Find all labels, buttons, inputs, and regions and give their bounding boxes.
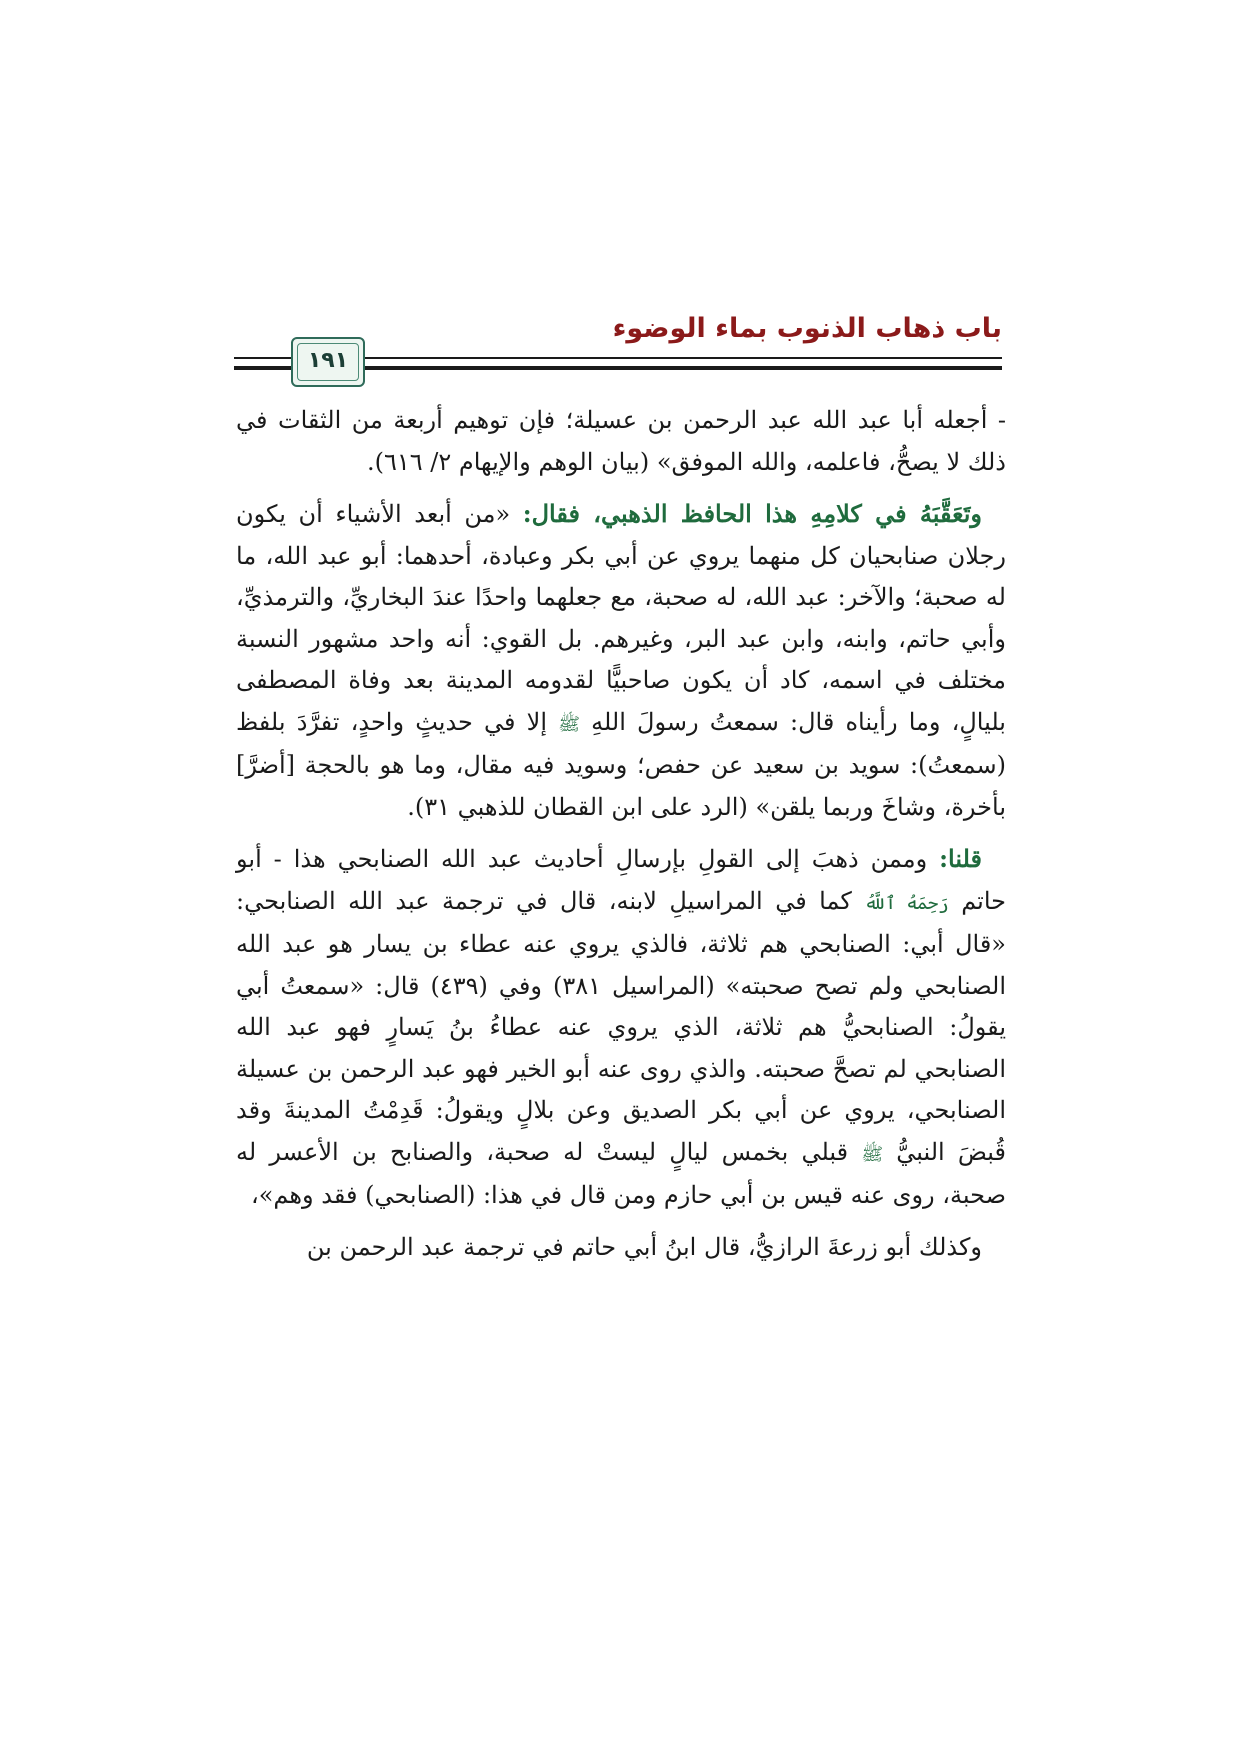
header-rule-thick — [364, 366, 1002, 370]
paragraph-2-text-a: «من أبعد الأشياء أن يكون رجلان صنابحيان كل منهما يروي عن أبي بكر وعبادة، أحدهما: أبو عبد الله، ما له صحبة؛ والآخر: عبد الله، له صحبة، مع جعلهما واحدًا عندَ البخاريِّ، والترمذيِّ، وأبي حاتم، وابنه، وابن عبد البر، وغيرهم. بل القوي: أنه واحد مشهور النسبة مختلف في اسمه، كاد أن يكون صاحبيًّا لقدومه المدينة بعد وفاة المصطفى بليالٍ، وما رأيناه قال: سمعتُ رسولَ اللهِ — [236, 500, 1007, 736]
paragraph-2-lead: وتَعَقَّبَهُ في كلامِهِ هذا الحافظ الذهبي، فقال: — [522, 499, 982, 528]
paragraph-3-lead: قلنا: — [939, 844, 982, 873]
paragraph-4-text: وكذلك أبو زرعةَ الرازيُّ، قال ابنُ أبي حاتم في ترجمة عبد الرحمن بن — [306, 1232, 982, 1261]
paragraph-3-text-c: قبلي بخمس ليالٍ ليستْ له صحبة، والصنابح بن الأعسر له صحبة، روى عنه قيس بن أبي حازم ومن قال في هذا: (الصنابحي) فقد وهم»، — [236, 1137, 1006, 1209]
paragraph-4 — [236, 1227, 1006, 1269]
paragraph-3 — [236, 838, 1006, 1217]
rahimahullah-mark: رَحِمَهُ ٱللَّهُ — [864, 892, 949, 914]
paragraph-3-text-b: كما في المراسيلِ لابنه، قال في ترجمة عبد الله الصنابحي: «قال أبي: الصنابحي هم ثلاثة، فالذي يروي عنه عطاء بن يسار هو عبد الله الصنابحي ولم تصح صحبته» (المراسيل ٣٨١) وفي (٤٣٩) قال: «سمعتُ أبي يقولُ: الصنابحيُّ هم ثلاثة، الذي يروي عنه عطاءُ بنُ يَسارٍ فهو عبد الله الصنابحي لم تصحَّ صحبته. والذي روى عنه أبو الخير فهو عبد الرحمن بن عسيلة الصنابحي، يروي عن أبي بكر الصديق وعن بلالٍ ويقولُ: قَدِمْتُ المدينةَ وقد قُبضَ النبيُّ — [236, 886, 1007, 1166]
paragraph-2 — [236, 493, 1006, 828]
salutation-mark: ﷺ — [861, 1143, 884, 1165]
header-rule-left-thick — [234, 366, 292, 370]
paragraph-3-text-a: وممن ذهبَ إلى القولِ بإرسالِ أحاديث عبد الله الصنابحي هذا - أبو حاتم — [236, 845, 1006, 915]
header-rule-left-thin — [234, 357, 292, 359]
paragraph-1-text: - أجعله أبا عبد الله عبد الرحمن بن عسيلة؛ فإن توهيم أربعة من الثقات في ذلك لا يصحُّ، فاعلمه، والله الموفق» (بيان الوهم والإيهام ٢/ ٦١٦). — [236, 406, 1006, 476]
page-number-badge — [291, 337, 365, 387]
header-rule-thin — [364, 357, 1002, 359]
body-text — [236, 400, 1006, 1268]
paragraph-1 — [236, 400, 1006, 483]
salutation-mark: ﷺ — [558, 713, 580, 735]
paragraph-2-text-b: إلا في حديثٍ واحدٍ، تفرَّدَ بلفظ (سمعتُ): سويد بن سعيد عن حفص؛ وسويد فيه مقال، وما هو بالحجة [أضرَّ] بأخرة، وشاخَ وربما يلقن» (الرد على ابن القطان للذهبي ٣١). — [236, 707, 1006, 821]
page-number: ١٩١ — [307, 348, 349, 373]
chapter-title: باب ذهاب الذنوب بماء الوضوء — [612, 313, 1002, 344]
